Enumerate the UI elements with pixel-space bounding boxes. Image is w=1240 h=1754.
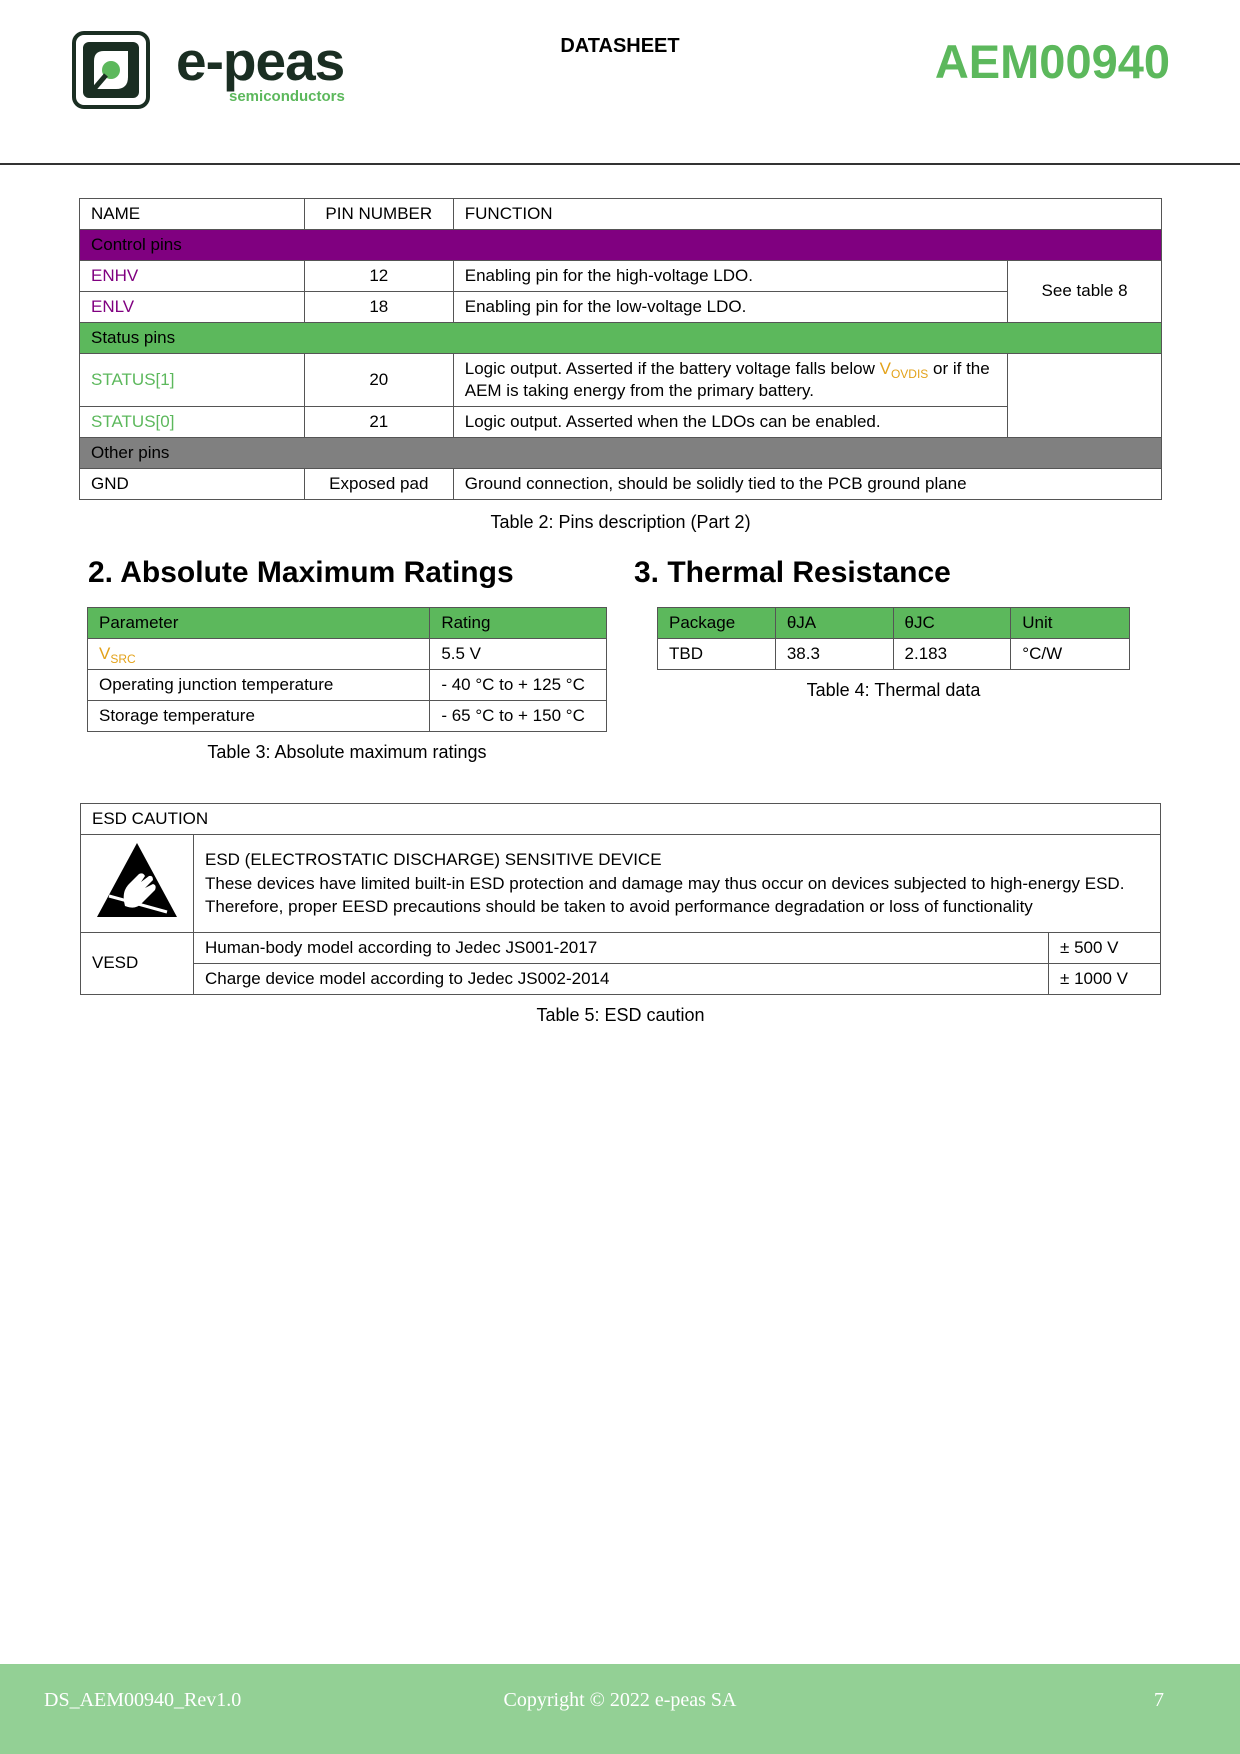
unit-cell: °C/W [1011,639,1130,670]
header-package: Package [658,608,776,639]
section-other-pins [80,438,1162,469]
header-unit: Unit [1011,608,1130,639]
rating-cell: - 40 °C to + 125 °C [430,670,607,701]
parameter-cell [88,639,430,670]
esd-title: ESD CAUTION [81,804,1161,835]
part-number: AEM00940 [934,35,1170,88]
pin-name: ENHV [80,261,305,292]
header-divider [0,163,1240,165]
theta-ja-cell: 38.3 [775,639,893,670]
logo-wordmark: e-peas [176,30,345,92]
footer-copyright: Copyright © 2022 e-peas SA [503,1689,737,1711]
pin-number: 20 [304,354,453,407]
esd-warning-icon [95,840,179,920]
pin-function: Ground connection, should be solidly tied to the PCB ground plane [453,469,1161,500]
thermal-header-row [658,608,1130,639]
table-row [88,670,607,701]
pin-name: ENLV [80,292,305,323]
pin-number: 12 [304,261,453,292]
thermal-table [657,607,1130,670]
table-row [88,639,607,670]
header-theta-jc: θJC [893,608,1011,639]
pin-number: Exposed pad [304,469,453,500]
vsrc-symbol: $V_{SRC}$ [99,643,136,666]
section-label: Status pins [80,323,1162,354]
pin-name: GND [80,469,305,500]
table-row [658,639,1130,670]
model-description: Human-body model according to Jedec JS001-2017 [193,933,1048,964]
amr-header-row [88,608,607,639]
header-pin-number: PIN NUMBER [304,199,453,230]
pin-number: 18 [304,292,453,323]
header-parameter: Parameter [88,608,430,639]
section-label: Other pins [80,438,1162,469]
document-type: DATASHEET [560,35,680,57]
see-table-note: See table 8 [1008,261,1162,323]
section-status-pins [80,323,1162,354]
pin-name: STATUS[1] [80,354,305,407]
thermal-table-caption: Table 4: Thermal data [806,680,981,700]
esd-title-row [81,804,1161,835]
footer-page-number: 7 [1154,1689,1164,1711]
theta-jc-cell: 2.183 [893,639,1011,670]
esd-device-heading: ESD (ELECTROSTATIC DISCHARGE) SENSITIVE DEVICE [204,849,662,869]
model-description: Charge device model according to Jedec JS002-2014 [193,964,1048,995]
header-function: FUNCTION [453,199,1161,230]
table-row [80,354,1162,407]
amr-table-caption: Table 3: Absolute maximum ratings [207,742,487,762]
pin-function: Enabling pin for the high-voltage LDO. [453,261,1007,292]
vovdis-symbol: $V_{OVDIS}$ [879,358,929,381]
header-rating: Rating [430,608,607,639]
empty-note-cell [1008,354,1162,438]
esd-table-caption: Table 5: ESD caution [536,1005,705,1025]
table-row [80,292,1162,323]
esd-device-text: These devices have limited built-in ESD protection and damage may thus occur on devices subjected to high-energy ESD. Therefore, proper EESD precautions should be taken to avoid performance degradation or loss of functionality [204,873,1125,917]
table-row [81,933,1161,964]
header-name: NAME [80,199,305,230]
rating-cell: 5.5 V [430,639,607,670]
package-cell: TBD [658,639,776,670]
pins-table-caption: Table 2: Pins description (Part 2) [490,512,751,532]
rating-cell: - 65 °C to + 150 °C [430,701,607,732]
amr-heading: 2. Absolute Maximum Ratings [88,556,514,589]
pin-name: STATUS[0] [80,407,305,438]
thermal-heading: 3. Thermal Resistance [634,556,951,589]
amr-table [87,607,607,732]
pin-number: 21 [304,407,453,438]
footer-doc-id: DS_AEM00940_Rev1.0 [44,1689,242,1711]
model-value: ± 1000 V [1049,964,1161,995]
esd-description-row [81,835,1161,933]
header-theta-ja: θJA [775,608,893,639]
pin-function: Logic output. Asserted when the LDOs can be enabled. [453,407,1007,438]
logo-subtitle: semiconductors [229,88,345,105]
table-row [80,469,1162,500]
table-row [88,701,607,732]
esd-warning-cell [81,835,194,933]
pin-function: Enabling pin for the low-voltage LDO. [453,292,1007,323]
section-control-pins [80,230,1162,261]
pins-header-row [80,199,1162,230]
table-row [80,261,1162,292]
model-value: ± 500 V [1049,933,1161,964]
table-row [81,964,1161,995]
esd-description [193,835,1160,933]
epeas-logo-icon [72,31,150,109]
pins-table [79,198,1162,500]
parameter-cell: Operating junction temperature [88,670,430,701]
vesd-label: VESD [81,933,194,995]
esd-table [80,803,1161,995]
section-label: Control pins [80,230,1162,261]
table-row [80,407,1162,438]
pin-function: Logic output. Asserted if the battery voltage falls below $V_{OVDIS}$ or if the AEM is taking energy from the primary battery. [453,354,1007,407]
parameter-cell: Storage temperature [88,701,430,732]
